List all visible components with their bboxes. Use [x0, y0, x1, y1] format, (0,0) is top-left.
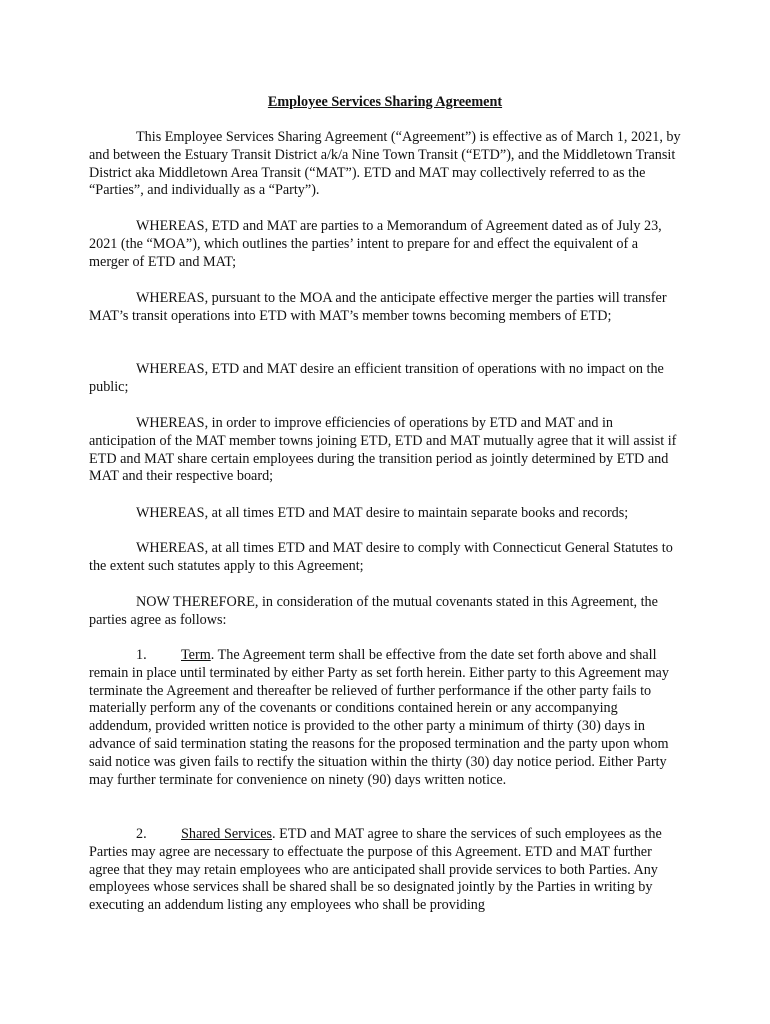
now-therefore-text: NOW THEREFORE, in consideration of the mutual covenants stated in this Agreement, the parties agree as follows:: [89, 594, 658, 628]
section-number: 1.: [136, 647, 147, 663]
whereas-transfer-paragraph: [89, 290, 681, 326]
whereas-statutes-text: WHEREAS, at all times ETD and MAT desire to comply with Connecticut General Statutes to the extent such statutes apply to this Agreement;: [89, 540, 673, 574]
whereas-efficiencies-text: WHEREAS, in order to improve efficiencies of operations by ETD and MAT and in anticipation of the MAT member towns joining ETD, ETD and MAT mutually agree that it will assist if ETD and MAT share certain employees during the transition period as jointly determined by ETD and MAT and their respective board;: [89, 415, 677, 485]
now-therefore-paragraph: [89, 594, 681, 630]
whereas-statutes-paragraph: [89, 540, 681, 576]
section-text: . The Agreement term shall be effective from the date set forth above and shall remain in place until terminated by either Party as set forth herein. Either party to this Agreement may terminate the Agreement and thereafter be relieved of further performance if the other party fails to materially perform any of the covenants or conditions contained herein or any accompanying addendum, provided written notice is provided to the other party a minimum of thirty (30) days in advance of said termination stating the reasons for the proposed termination and the party upon whom said notice was given fails to rectify the situation within the thirty (30) day notice period. Either Party may further terminate for convenience on ninety (90) days written notice.: [89, 647, 669, 788]
whereas-efficiencies-paragraph: [89, 415, 681, 486]
section-text: . ETD and MAT agree to share the services of such employees as the Parties may agree are necessary to effectuate the purpose of this Agreement. ETD and MAT further agree that they may retain employees who are anticipated shall provide services to both Parties. Any employees whose services shall be shared shall be so designated jointly by the Parties in writing by executing an addendum listing any employees who shall be providing: [89, 826, 662, 914]
intro-paragraph: [89, 129, 681, 200]
whereas-books-paragraph: [89, 505, 681, 523]
section-number: 2.: [136, 826, 147, 842]
intro-text: This Employee Services Sharing Agreement (“Agreement”) is effective as of March 1, 2021, by and between the Estuary Transit District a/k/a Nine Town Transit (“ETD”), and the Middletown Transit District aka Middletown Area Transit (“MAT”). ETD and MAT may collectively referred to as the “Parties”, and individually as a “Party”).: [89, 129, 681, 199]
whereas-moa-text: WHEREAS, ETD and MAT are parties to a Memorandum of Agreement dated as of July 23, 2021 (the “MOA”), which outlines the parties’ intent to prepare for and effect the equivalent of a merger of ETD and MAT;: [89, 218, 662, 270]
section-heading: Term: [181, 647, 211, 663]
section-heading: Shared Services: [181, 826, 273, 842]
whereas-transfer-text: WHEREAS, pursuant to the MOA and the anticipate effective merger the parties will transfer MAT’s transit operations into ETD with MAT’s member towns becoming members of ETD;: [89, 290, 667, 324]
whereas-transition-paragraph: [89, 361, 681, 397]
section-term: [89, 647, 681, 789]
document-title: Employee Services Sharing Agreement: [267, 94, 503, 110]
whereas-moa-paragraph: [89, 218, 681, 271]
whereas-books-text: WHEREAS, at all times ETD and MAT desire to maintain separate books and records;: [136, 505, 629, 521]
section-shared-services: [89, 826, 681, 915]
whereas-transition-text: WHEREAS, ETD and MAT desire an efficient transition of operations with no impact on the public;: [89, 361, 664, 395]
